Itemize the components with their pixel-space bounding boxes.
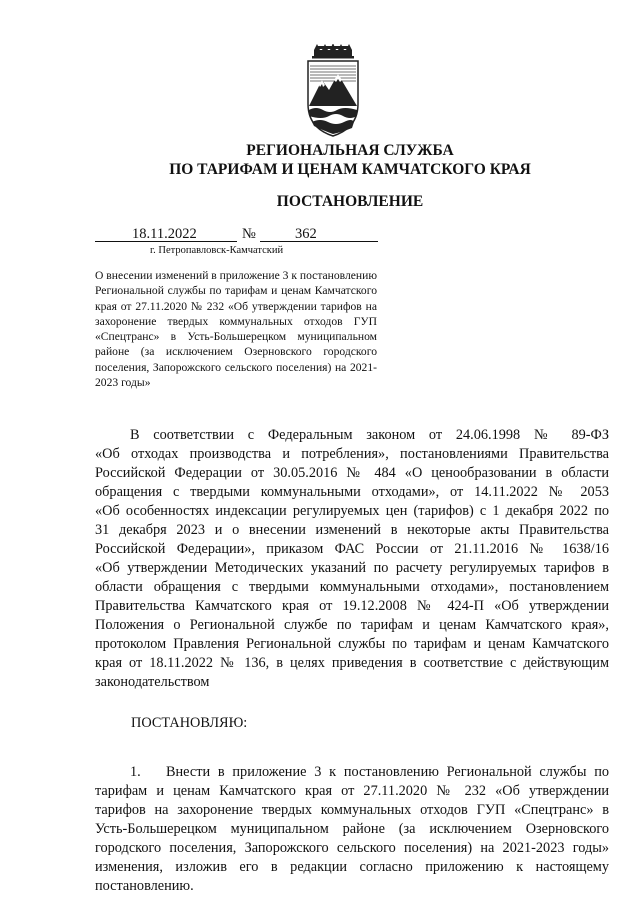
- item-1-first-line: [95, 763, 609, 782]
- number-sign: №: [242, 226, 256, 242]
- preamble-line: Российской Федерации от 30.05.2016 № 484 «О ценообразовании в области: [95, 465, 609, 481]
- item-1-line: изменения, изложив его в редакции согласно приложению к настоящему: [95, 859, 609, 875]
- date-underline: [95, 241, 237, 242]
- item-1-line: городского поселения, Запорожского сельского поселения) на 2021-2023 годы»: [95, 840, 609, 856]
- document-date: 18.11.2022: [132, 226, 197, 242]
- preamble-line: Правительства Камчатского края от 19.12.2008 № 424-П «Об утверждении: [95, 598, 609, 614]
- item-1-line: постановлению.: [95, 878, 194, 894]
- item-1-paragraph: [95, 763, 609, 896]
- preamble-line: области обращения с твердыми коммунальными отходами», постановлением: [95, 579, 609, 595]
- item-1-line: тарифов на захоронение твердых коммунальных отходов ГУП «Спецтранс» в: [95, 802, 609, 818]
- preamble-line: «Об особенностях индексации регулируемых цен (тарифов) с 1 декабря 2022 по: [95, 503, 609, 519]
- item-1-line: Усть-Большерецком муниципальном районе (за исключением Озерновского: [95, 821, 609, 837]
- preamble-line: обращения с твердыми коммунальными отходами», от 14.11.2022 № 2053: [95, 484, 609, 500]
- decree-word: ПОСТАНОВЛЯЮ:: [131, 715, 248, 731]
- issue-city: г. Петропавловск-Камчатский: [150, 245, 284, 256]
- preamble-line: Российской Федерации», приказом ФАС России от 21.11.2016 № 1638/16: [95, 541, 609, 557]
- agency-name-line2: ПО ТАРИФАМ И ЦЕНАМ КАМЧАТСКОГО КРАЯ: [169, 161, 531, 178]
- document-type-title: ПОСТАНОВЛЕНИЕ: [276, 193, 424, 210]
- preamble-line: 31 декабря 2023 и о внесении изменений в некоторые акты Правительства: [95, 522, 609, 538]
- agency-name: [60, 141, 640, 179]
- preamble-paragraph: [95, 426, 609, 692]
- item-1-number: 1.: [130, 764, 141, 780]
- preamble-line: законодательством: [95, 674, 210, 690]
- preamble-line: «Об утверждении Методических указаний по расчету регулируемых тарифов в: [95, 560, 609, 576]
- document-number: 362: [295, 226, 317, 242]
- preamble-line: «Об отходах производства и потребления», постановлениями Правительства: [95, 446, 609, 462]
- item-1-line: Внести в приложение 3 к постановлению Региональной службы по: [166, 764, 609, 780]
- document-subject: О внесении изменений в приложение 3 к постановлению Региональной службы по тарифам и ценам Камчатского края от 27.11.2020 № 232 «Об утверждении тарифов на захоронение твердых коммунальных отходов ГУП «Спецтранс» в Усть-Большерецком муниципальном районе (за исключением Озерновского городского поселения, Запорожского сельского поселения) на 2021-2023 годы»: [95, 269, 377, 390]
- preamble-line: протоколом Правления Региональной службы по тарифам и ценам Камчатского: [95, 636, 609, 652]
- coat-of-arms-emblem: [296, 44, 370, 138]
- preamble-line: края от 18.11.2022 № 136, в целях приведения в соответствие с действующим: [95, 655, 609, 671]
- agency-name-line1: РЕГИОНАЛЬНАЯ СЛУЖБА: [246, 142, 454, 159]
- preamble-line: Положения о Региональной службе по тарифам и ценам Камчатского края»,: [95, 617, 609, 633]
- item-1-line: тарифам и ценам Камчатского края от 27.11.2020 № 232 «Об утверждении: [95, 783, 609, 799]
- preamble-line: В соответствии с Федеральным законом от 24.06.1998 № 89-ФЗ: [130, 427, 609, 443]
- number-underline: [260, 241, 378, 242]
